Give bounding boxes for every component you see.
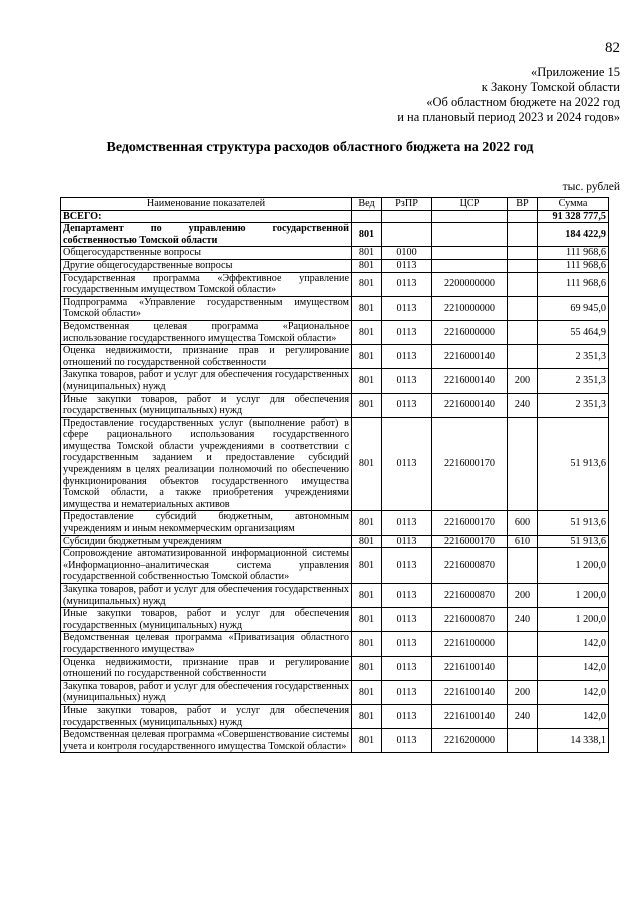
cell-ved: 801 — [352, 680, 382, 704]
cell-rzpr: 0113 — [382, 656, 432, 680]
table-row — [61, 417, 609, 511]
header-ved: Вед — [352, 198, 382, 211]
cell-sum: 51 913,6 — [538, 511, 609, 535]
cell-rzpr: 0113 — [382, 272, 432, 296]
cell-vr — [508, 656, 538, 680]
cell-csr: 2216000870 — [432, 548, 508, 584]
appendix-line: «Об областном бюджете на 2022 год — [426, 95, 620, 109]
cell-ved: 801 — [352, 632, 382, 656]
cell-rzpr: 0113 — [382, 704, 432, 728]
cell-ved: 801 — [352, 345, 382, 369]
table-row — [61, 656, 609, 680]
cell-csr: 2216100140 — [432, 680, 508, 704]
appendix-line: и на плановый период 2023 и 2024 годов» — [397, 110, 620, 124]
appendix-line: к Закону Томской области — [481, 80, 620, 94]
cell-rzpr: 0113 — [382, 608, 432, 632]
cell-sum: 55 464,9 — [538, 320, 609, 344]
cell-name: Ведомственная целевая программа «Приватизация областного государственного имущества» — [61, 632, 352, 656]
table-row — [61, 704, 609, 728]
cell-vr: 240 — [508, 393, 538, 417]
cell-rzpr: 0113 — [382, 729, 432, 753]
table-row — [61, 632, 609, 656]
cell-rzpr: 0113 — [382, 320, 432, 344]
cell-csr: 2216100000 — [432, 632, 508, 656]
cell-vr: 200 — [508, 680, 538, 704]
table-row — [61, 296, 609, 320]
cell-rzpr: 0113 — [382, 632, 432, 656]
cell-rzpr: 0113 — [382, 548, 432, 584]
cell-name: Закупка товаров, работ и услуг для обеспечения государственных (муниципальных) нужд — [61, 680, 352, 704]
cell-vr — [508, 272, 538, 296]
cell-sum: 142,0 — [538, 704, 609, 728]
cell-csr: 2210000000 — [432, 296, 508, 320]
table-row — [61, 584, 609, 608]
cell-sum: 14 338,1 — [538, 729, 609, 753]
cell-sum: 1 200,0 — [538, 584, 609, 608]
cell-name: Оценка недвижимости, признание прав и регулирование отношений по государственной собственности — [61, 345, 352, 369]
table-row — [61, 345, 609, 369]
cell-vr — [508, 259, 538, 272]
table-row — [61, 259, 609, 272]
cell-sum: 1 200,0 — [538, 608, 609, 632]
cell-csr: 2216000170 — [432, 511, 508, 535]
cell-sum: 111 968,6 — [538, 247, 609, 260]
cell-rzpr: 0113 — [382, 680, 432, 704]
cell-name: Предоставление государственных услуг (выполнение работ) в сфере рационального использования государственного имущества Томской области учреждениями в соответствии с государственным заданием и предоставление субсидий учреждениям в целях реализации полномочий по обеспечению функционирования объектов государственного имущества Томской области, а также приобретения учреждениями имущества и нематериальных активов — [61, 417, 352, 511]
cell-rzpr — [382, 223, 432, 247]
cell-csr: 2216100140 — [432, 656, 508, 680]
cell-sum: 2 351,3 — [538, 369, 609, 393]
cell-sum: 51 913,6 — [538, 417, 609, 511]
cell-ved — [352, 210, 382, 223]
cell-name: Оценка недвижимости, признание прав и регулирование отношений по государственной собственности — [61, 656, 352, 680]
cell-ved: 801 — [352, 704, 382, 728]
table-row — [61, 272, 609, 296]
cell-csr: 2216000000 — [432, 320, 508, 344]
cell-rzpr: 0113 — [382, 393, 432, 417]
cell-vr — [508, 548, 538, 584]
cell-vr — [508, 247, 538, 260]
appendix-line: «Приложение 15 — [531, 65, 620, 79]
table-row — [61, 729, 609, 753]
cell-vr — [508, 632, 538, 656]
cell-ved: 801 — [352, 417, 382, 511]
table-row — [61, 680, 609, 704]
table-row — [61, 608, 609, 632]
cell-ved: 801 — [352, 296, 382, 320]
cell-name: Сопровождение автоматизированной информационной системы «Информационно–аналитическая система управления государственной собственностью Томской области» — [61, 548, 352, 584]
cell-name: Иные закупки товаров, работ и услуг для обеспечения государственных (муниципальных) нужд — [61, 393, 352, 417]
cell-rzpr: 0113 — [382, 511, 432, 535]
cell-sum: 142,0 — [538, 656, 609, 680]
cell-csr: 2216200000 — [432, 729, 508, 753]
cell-vr: 610 — [508, 535, 538, 548]
cell-vr: 200 — [508, 369, 538, 393]
cell-sum: 69 945,0 — [538, 296, 609, 320]
cell-rzpr: 0113 — [382, 369, 432, 393]
table-row — [61, 210, 609, 223]
cell-csr: 2216000170 — [432, 417, 508, 511]
cell-ved: 801 — [352, 369, 382, 393]
cell-name: Иные закупки товаров, работ и услуг для обеспечения государственных (муниципальных) нужд — [61, 608, 352, 632]
header-rzpr: РзПР — [382, 198, 432, 211]
header-name: Наименование показателей — [61, 198, 352, 211]
cell-ved: 801 — [352, 223, 382, 247]
cell-ved: 801 — [352, 393, 382, 417]
cell-csr: 2216000170 — [432, 535, 508, 548]
cell-ved: 801 — [352, 535, 382, 548]
cell-csr — [432, 223, 508, 247]
cell-rzpr: 0113 — [382, 345, 432, 369]
table-body — [61, 210, 609, 753]
cell-vr — [508, 320, 538, 344]
table-row — [61, 369, 609, 393]
cell-vr: 240 — [508, 608, 538, 632]
cell-name: Подпрограмма «Управление государственным имуществом Томской области» — [61, 296, 352, 320]
cell-name: ВСЕГО: — [61, 210, 352, 223]
cell-rzpr: 0113 — [382, 584, 432, 608]
cell-vr — [508, 729, 538, 753]
cell-rzpr: 0113 — [382, 417, 432, 511]
cell-sum: 2 351,3 — [538, 393, 609, 417]
cell-name: Закупка товаров, работ и услуг для обеспечения государственных (муниципальных) нужд — [61, 369, 352, 393]
cell-rzpr — [382, 210, 432, 223]
table-row — [61, 320, 609, 344]
table-row — [61, 511, 609, 535]
table-row — [61, 247, 609, 260]
cell-csr: 2216000870 — [432, 608, 508, 632]
cell-csr: 2216000140 — [432, 345, 508, 369]
cell-csr: 2200000000 — [432, 272, 508, 296]
cell-sum: 142,0 — [538, 632, 609, 656]
table-row — [61, 393, 609, 417]
cell-vr: 200 — [508, 584, 538, 608]
table-row — [61, 535, 609, 548]
cell-vr — [508, 210, 538, 223]
cell-csr — [432, 210, 508, 223]
cell-ved: 801 — [352, 729, 382, 753]
cell-ved: 801 — [352, 548, 382, 584]
cell-vr — [508, 296, 538, 320]
cell-csr — [432, 247, 508, 260]
cell-rzpr: 0100 — [382, 247, 432, 260]
document-title: Ведомственная структура расходов областного бюджета на 2022 год — [106, 140, 534, 155]
cell-name: Общегосударственные вопросы — [61, 247, 352, 260]
cell-rzpr: 0113 — [382, 535, 432, 548]
cell-ved: 801 — [352, 511, 382, 535]
cell-name: Департамент по управлению государственной собственностью Томской области — [61, 223, 352, 247]
cell-ved: 801 — [352, 608, 382, 632]
cell-csr: 2216000870 — [432, 584, 508, 608]
page-number: 82 — [605, 40, 620, 56]
cell-name: Другие общегосударственные вопросы — [61, 259, 352, 272]
cell-sum: 184 422,9 — [538, 223, 609, 247]
cell-name: Закупка товаров, работ и услуг для обеспечения государственных (муниципальных) нужд — [61, 584, 352, 608]
cell-ved: 801 — [352, 584, 382, 608]
header-vr: ВР — [508, 198, 538, 211]
cell-vr — [508, 223, 538, 247]
cell-csr — [432, 259, 508, 272]
cell-name: Государственная программа «Эффективное управление государственным имуществом Томской области» — [61, 272, 352, 296]
cell-vr — [508, 345, 538, 369]
cell-name: Иные закупки товаров, работ и услуг для обеспечения государственных (муниципальных) нужд — [61, 704, 352, 728]
cell-ved: 801 — [352, 320, 382, 344]
cell-sum: 2 351,3 — [538, 345, 609, 369]
table-header-row — [61, 198, 609, 211]
table-row — [61, 223, 609, 247]
cell-ved: 801 — [352, 259, 382, 272]
cell-sum: 142,0 — [538, 680, 609, 704]
header-sum: Сумма — [538, 198, 609, 211]
cell-rzpr: 0113 — [382, 296, 432, 320]
cell-name: Ведомственная целевая программа «Совершенствование системы учета и контроля государственного имущества Томской области» — [61, 729, 352, 753]
cell-ved: 801 — [352, 656, 382, 680]
cell-vr: 600 — [508, 511, 538, 535]
table-row — [61, 548, 609, 584]
cell-name: Субсидии бюджетным учреждениям — [61, 535, 352, 548]
cell-vr — [508, 417, 538, 511]
header-csr: ЦСР — [432, 198, 508, 211]
budget-table — [60, 197, 609, 753]
units-label: тыс. рублей — [562, 181, 620, 193]
cell-csr: 2216000140 — [432, 393, 508, 417]
cell-rzpr: 0113 — [382, 259, 432, 272]
cell-ved: 801 — [352, 247, 382, 260]
cell-name: Предоставление субсидий бюджетным, автономным учреждениям и иным некоммерческим организациям — [61, 511, 352, 535]
cell-vr: 240 — [508, 704, 538, 728]
cell-name: Ведомственная целевая программа «Рациональное использование государственного имущества Томской области» — [61, 320, 352, 344]
cell-sum: 91 328 777,5 — [538, 210, 609, 223]
cell-sum: 111 968,6 — [538, 259, 609, 272]
cell-csr: 2216000140 — [432, 369, 508, 393]
cell-sum: 111 968,6 — [538, 272, 609, 296]
cell-sum: 51 913,6 — [538, 535, 609, 548]
cell-sum: 1 200,0 — [538, 548, 609, 584]
appendix-header — [397, 65, 620, 125]
cell-ved: 801 — [352, 272, 382, 296]
cell-csr: 2216100140 — [432, 704, 508, 728]
